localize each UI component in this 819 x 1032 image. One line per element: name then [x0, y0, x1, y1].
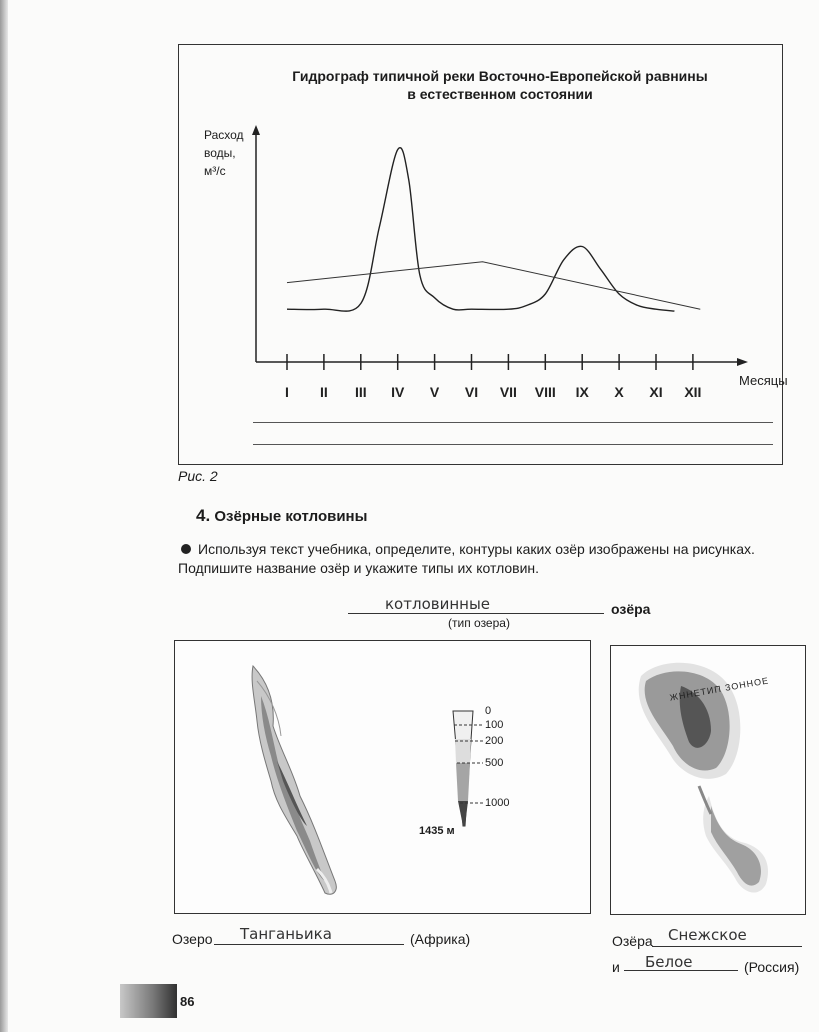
y-axis-label	[204, 126, 244, 180]
x-tick-label: X	[614, 384, 624, 400]
x-tick-label: XI	[649, 384, 663, 400]
lake2-name: Снежское	[668, 926, 747, 944]
y-axis-arrow	[252, 125, 260, 135]
hydrograph-line	[287, 148, 674, 312]
chart-title	[230, 67, 770, 103]
depth-label-200: 200	[485, 735, 504, 747]
lake1-region: (Африка)	[410, 931, 471, 947]
straight-line	[287, 262, 700, 310]
x-axis-label: Месяцы	[739, 373, 788, 388]
task-line2: Подпишите название озёр и укажите типы их котловин.	[178, 560, 540, 576]
task-line1: Используя текст учебника, определите, контуры каких озёр изображены на рисунках.	[198, 541, 755, 557]
page-number: 86	[180, 994, 195, 1009]
x-tick-label: VII	[499, 384, 517, 400]
depth-max-label: 1435 м	[419, 825, 455, 837]
bullet-icon	[181, 544, 191, 554]
x-tick-label: IV	[391, 384, 405, 400]
map-text: ЖННЕТИП ЗОННОЕ	[668, 675, 770, 703]
y-label-line2: воды,	[204, 146, 236, 160]
chart-title-line1: Гидрограф типичной реки Восточно-Европейской равнины	[292, 68, 708, 84]
lake3-name: Белое	[645, 953, 693, 971]
type-hint: (тип озера)	[448, 616, 510, 630]
x-tick-label: VIII	[534, 384, 556, 400]
answer-line-2	[253, 444, 773, 445]
lake3-conj: и	[612, 959, 620, 975]
tanganyika-shape	[175, 641, 590, 913]
y-label-line1: Расход	[204, 128, 244, 142]
figure-caption: Рис. 2	[178, 468, 218, 484]
lake-type-answer: котловинные	[385, 595, 491, 613]
depth-label-0: 0	[485, 705, 492, 717]
lakes-word: озёра	[611, 601, 651, 617]
depth-label-100: 100	[485, 719, 504, 731]
map-snezhskoe-beloye	[610, 645, 806, 915]
x-axis-arrow	[737, 358, 748, 366]
y-label-line3: м³/с	[204, 164, 226, 178]
scan-edge	[0, 0, 8, 1032]
lake1-name: Танганьика	[240, 925, 332, 943]
x-tick-label: IX	[575, 384, 589, 400]
section-number: 4.	[196, 506, 211, 525]
section-heading	[196, 506, 367, 526]
page-number-tab	[120, 984, 176, 1018]
lake23-region: (Россия)	[744, 959, 800, 975]
depth-label-1000: 1000	[485, 797, 510, 809]
depth-label-500: 500	[485, 757, 504, 769]
answer-line-1	[253, 422, 773, 423]
x-tick-label: I	[285, 384, 289, 400]
task-text	[178, 540, 808, 578]
x-tick-label: XII	[684, 384, 702, 400]
section-title: Озёрные котловины	[214, 508, 368, 525]
x-tick-label: III	[354, 384, 367, 400]
map-tanganyika	[174, 640, 591, 914]
lake1-prefix: Озеро	[172, 931, 213, 947]
x-tick-label: V	[429, 384, 440, 400]
hydrograph-chart	[240, 120, 790, 420]
x-tick-label: II	[320, 384, 328, 400]
lake2-prefix: Озёра	[612, 933, 653, 949]
x-tick-label: VI	[464, 384, 479, 400]
chart-title-line2: в естественном состоянии	[407, 86, 593, 102]
